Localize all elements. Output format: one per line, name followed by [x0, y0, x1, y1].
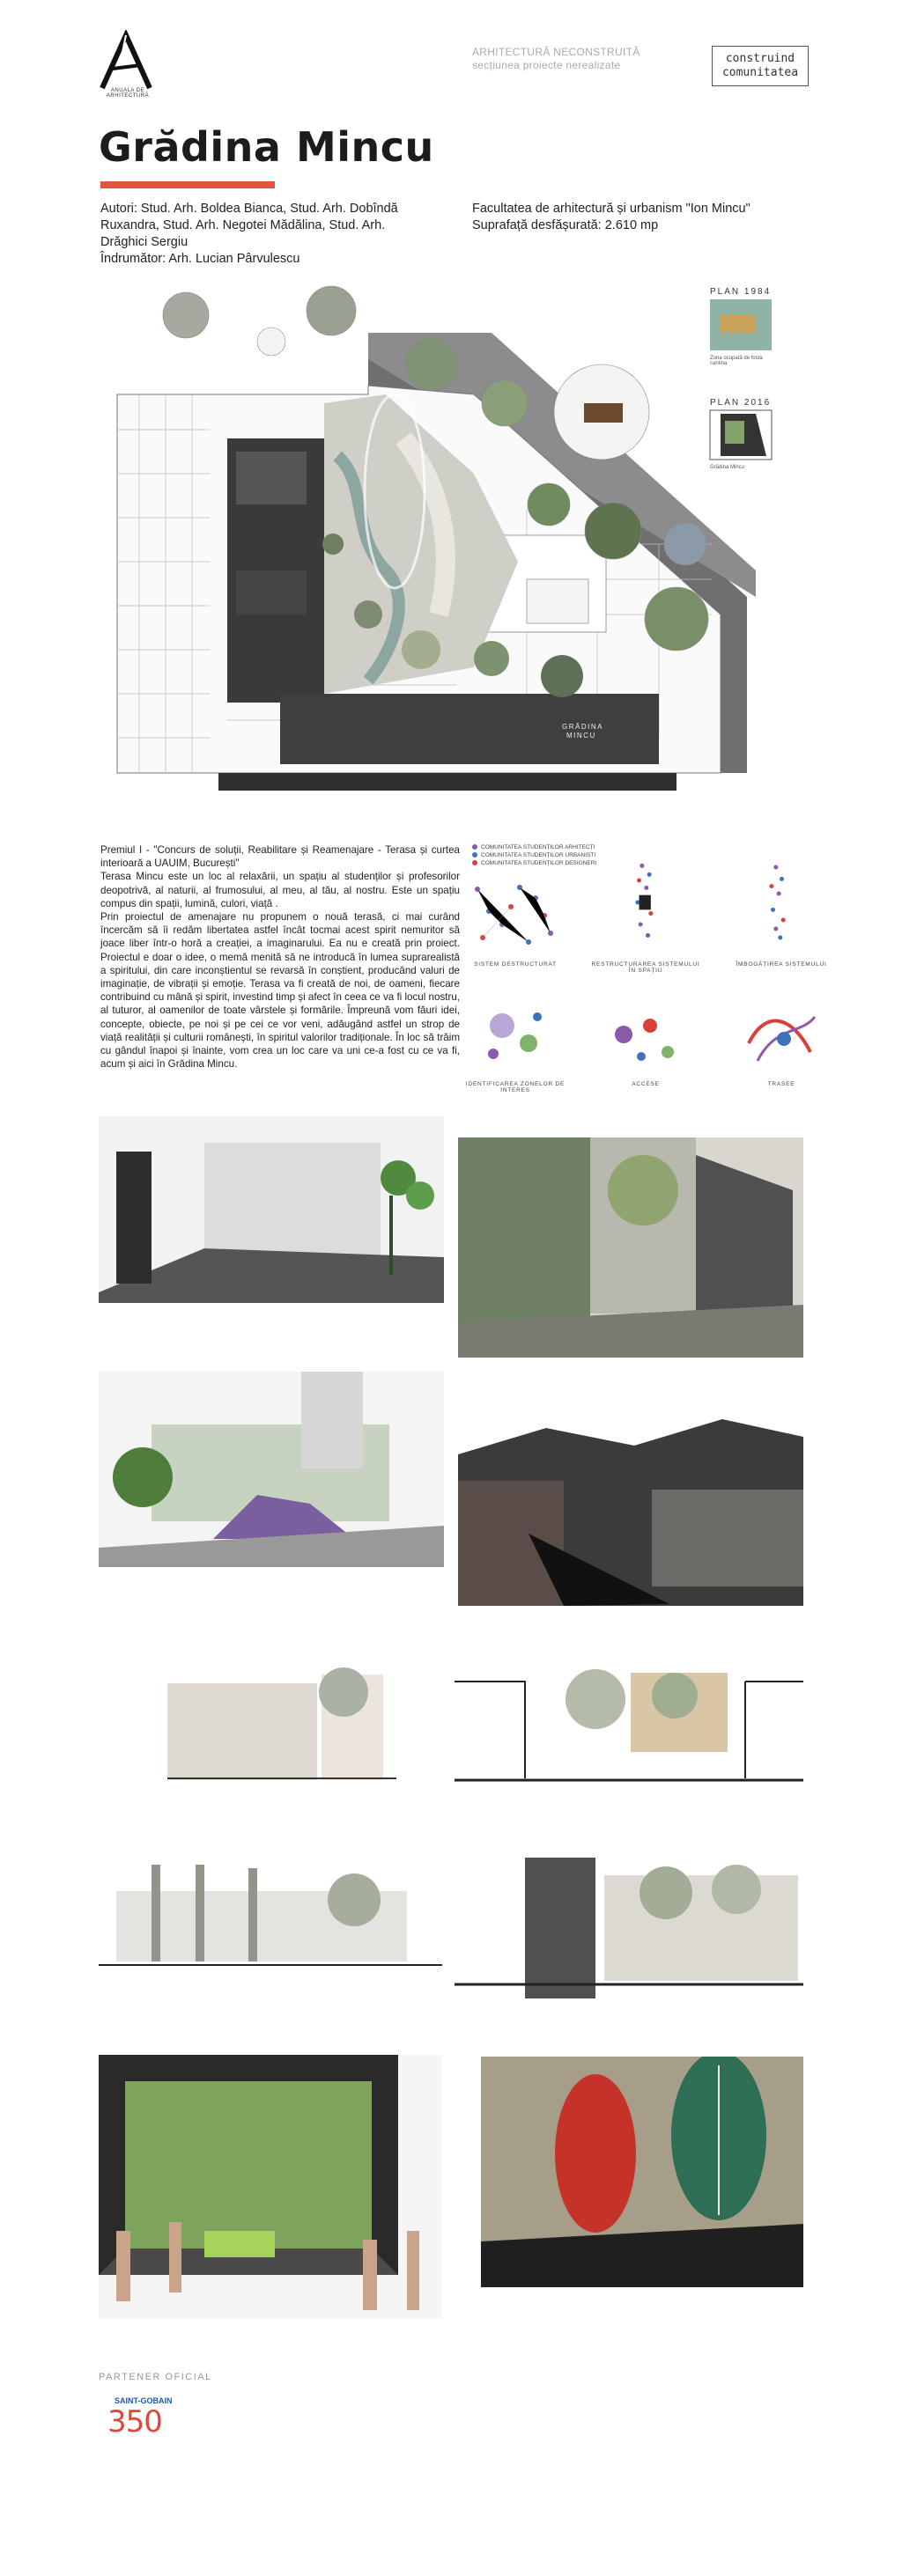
description-paragraph-2: Prin proiectul de amenajare nu propunem o nouă terasă, ci mai curând încercăm să îi redăm libertatea astfel încât tocmai acest spirit nemuritor să joace liber într-o horă a creației, a imaginarului. Ea nu e creată prin proiect. Proiectul e doar o idee, o memă menită să ne introducă în lumea suprarealistă a spiritului, din care inconștientul se revarsă în conștient, producând valuri de imaginație, de vibrații și emoție. Terasa va fi creată de noi, de oameni, fiecare contribuind cu mână și spirit, investind timp și afect în ceea ce va fi locul nostru, al tuturor, al oamenilor de toate vârstele și formările. Împreună vom făuri idei, concepte, obiecte, pe noi și pe cei ce vor veni, adăugând astfel un strop de viață realității și culturii românești, în spiritul valorilor tradiționale. În loc să trăim cu gândul înapoi și înainte, vom crea un loc care va uni ce-a fost cu ce va fi, acum și aici în Grădina Mincu. — [100, 911, 460, 1071]
legend-item: COMUNITATEA STUDENȚILOR DESIGNERI — [472, 859, 596, 867]
collage-pavilion — [99, 1372, 444, 1567]
collage-greenhouse-interior — [99, 2055, 442, 2319]
collage-leaf-garden — [481, 2057, 803, 2287]
saint-gobain-logo — [99, 2396, 196, 2458]
site-plan-drawing — [104, 280, 773, 808]
construind-comunitatea-logo — [712, 46, 809, 86]
authors-line-1: Autori: Stud. Arh. Boldea Bianca, Stud. Arh. Dobîndă — [100, 202, 398, 216]
section-elevation-2 — [455, 1664, 803, 1789]
saint-gobain-wordmark: SAINT-GOBAIN — [115, 2396, 173, 2405]
svg-text:GRĂDINA: GRĂDINA — [562, 723, 603, 731]
plan-1984-label: PLAN 1984 — [710, 287, 772, 297]
collage-sculpture-garden — [458, 1137, 803, 1358]
authors-line-2: Ruxandra, Stud. Arh. Negotei Mădălina, Stud. Arh. — [100, 218, 386, 232]
diagram-destructured-system — [467, 872, 564, 960]
caption-enriched: ÎMBOGĂȚIREA SISTEMULUI — [736, 961, 827, 968]
authors-line-3: Drăghici Sergiu — [100, 235, 189, 249]
collage-night-terrace — [458, 1410, 803, 1606]
legend-item: COMUNITATEA STUDENȚILOR ARHITECȚI — [472, 843, 596, 851]
project-description — [100, 843, 460, 1071]
svg-text:MINCU: MINCU — [566, 732, 596, 740]
section-elevation-1 — [167, 1657, 396, 1787]
award-line-2: secțiunea proiecte nerealizate — [472, 59, 621, 71]
caption-restructured: RESTRUCTURAREA SISTEMULUI ÎN SPAȚIU — [591, 961, 700, 974]
legend-item: COMUNITATEA STUDENȚILOR URBANIȘTI — [472, 851, 596, 859]
caption-routes: TRASEE — [767, 1081, 795, 1087]
faculty-block — [472, 201, 807, 234]
plan-2016-label: PLAN 2016 — [710, 398, 772, 408]
anuala-logo-icon — [95, 30, 157, 95]
brand-line-1: construind — [725, 52, 795, 65]
diagram-enriched-system — [731, 858, 828, 946]
section-elevation-4 — [455, 1840, 803, 2007]
award-statement: Premiul I - "Concurs de soluții, Reabilitare și Reamenajare - Terasa și curtea interioară a UAUIM, București" — [100, 844, 460, 870]
diagram-routes — [731, 990, 828, 1078]
diagram-restructured-system — [597, 858, 694, 946]
caption-accesses: ACCESE — [632, 1081, 660, 1087]
diagram-legend — [472, 843, 596, 867]
brand-line-2: comunitatea — [721, 66, 799, 79]
diagram-interest-zones — [467, 990, 564, 1078]
partner-label: PARTENER OFICIAL — [99, 2372, 212, 2382]
diagram-accesses — [597, 990, 694, 1078]
coordinator: Îndrumător: Arh. Lucian Pârvulescu — [100, 252, 300, 266]
award-heading — [472, 46, 640, 72]
description-paragraph-1: Terasa Mincu este un loc al relaxării, un spațiu al studenților și profesorilor deopotrivă, al naturii, al frumosului, al meu, al tău, al nostru. Este un spațiu compus din spații, lumină, culori, viață . — [100, 871, 460, 909]
legend-dot-icon — [472, 852, 477, 857]
title-underline — [100, 181, 275, 188]
section-elevation-3 — [99, 1856, 442, 1979]
legend-dot-icon — [472, 860, 477, 865]
legend-dot-icon — [472, 844, 477, 850]
logo-caption: ANUALA DE ARHITECTURĂ — [106, 88, 150, 99]
built-area: Suprafață desfășurată: 2.610 mp — [472, 218, 659, 232]
plan-2016-note: Grădina Mincu — [710, 465, 745, 470]
project-title: Grădina Mincu — [99, 123, 434, 171]
award-line-1: ARHITECTURĂ NECONSTRUITĂ — [472, 46, 640, 58]
collage-courtyard — [99, 1116, 444, 1303]
authors-block — [100, 201, 458, 268]
anniversary-number: 350 — [107, 2404, 162, 2440]
plan-1984-note: Zona ocupată de fosta cantina — [710, 356, 763, 366]
faculty-name: Facultatea de arhitectură și urbanism "Ion Mincu" — [472, 202, 750, 216]
caption-destructured: SISTEM DESTRUCTURAT — [474, 961, 557, 968]
caption-interest-zones: IDENTIFICAREA ZONELOR DE INTERES — [465, 1081, 566, 1093]
